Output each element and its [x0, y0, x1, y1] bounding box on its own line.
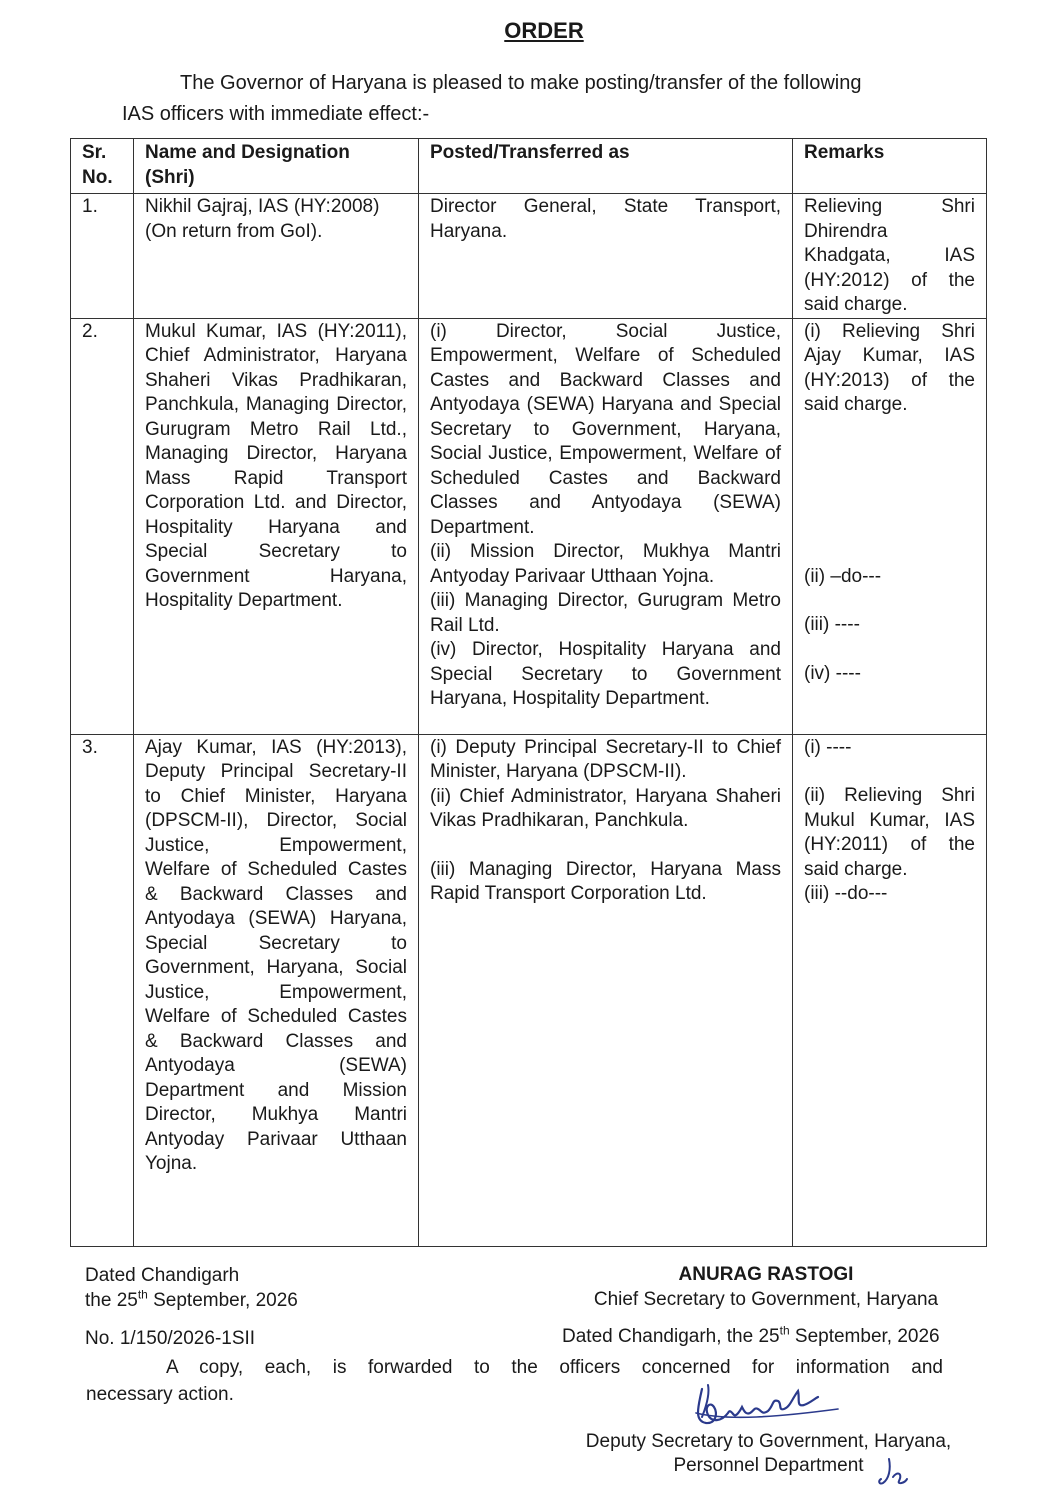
table-row [71, 318, 987, 734]
remark-item: (i) Relieving Shri Ajay Kumar, IAS (HY:2013) of the said charge. [804, 320, 975, 415]
reference-date [562, 1324, 940, 1349]
copy-line-2: necessary action. [86, 1384, 234, 1405]
signer-designation: Chief Secretary to Government, Haryana [593, 1289, 939, 1310]
row-name-designation [134, 318, 419, 734]
intro-line-2: IAS officers with immediate effect:- [122, 103, 430, 125]
header-name-line-1: Name and Designation [145, 142, 350, 163]
row-posted-as [419, 194, 793, 319]
header-name-designation [134, 139, 419, 194]
header-sr-line-2: No. [82, 166, 113, 188]
row-sr-no: 2. [71, 318, 134, 734]
date-prefix: the 25 [85, 1290, 138, 1311]
ref-date-prefix: Dated Chandigarh, the 25 [562, 1326, 780, 1347]
deputy-line-2: Personnel Department [673, 1455, 864, 1476]
row-posted-as [419, 318, 793, 734]
row-name-designation [134, 194, 419, 319]
ref-date-suffix: September, 2026 [789, 1326, 940, 1347]
row-posted-as [419, 734, 793, 1246]
name-line: (On return from GoI). [145, 220, 323, 242]
header-sr-no [71, 139, 134, 194]
remark-item: (iii) --do--- [804, 883, 888, 904]
remark-item: (iii) ---- [804, 614, 860, 635]
intro-line-1: The Governor of Haryana is pleased to make posting/transfer of the following [180, 72, 862, 94]
dated-place: Dated Chandigarh [85, 1265, 240, 1286]
name-text: Ajay Kumar, IAS (HY:2013), Deputy Principal Secretary-II to Chief Minister, Haryana (DPSCM-II), Director, Social Justice, Empowerment, Welfare of Scheduled Castes & Backward Classes and Antyodaya (SEWA) Haryana, Special Secretary to Government, Haryana, Social Justice, Empowerment, Welfare of Scheduled Castes & Backward Classes and Antyodaya (SEWA) Department and Mission Director, Mukhya Mantri Antyoday Parivaar Utthaan Yojna. [145, 736, 407, 1174]
signer-block [560, 1262, 972, 1312]
intro-paragraph [122, 68, 942, 130]
table-row [71, 734, 987, 1246]
header-sr-line-1: Sr. [82, 142, 107, 163]
row-remarks [793, 194, 987, 319]
signer-name: ANURAG RASTOGI [678, 1264, 854, 1285]
row-name-designation [134, 734, 419, 1246]
row-sr-no: 3. [71, 734, 134, 1246]
posting-table [70, 138, 987, 1247]
header-name-line-2: (Shri) [145, 166, 195, 188]
ref-date-sup: th [779, 1323, 790, 1338]
header-remarks: Remarks [793, 139, 987, 194]
remark-item: (ii) Relieving Shri Mukul Kumar, IAS (HY:2011) of the said charge. [804, 785, 975, 880]
posted-item: (iii) Managing Director, Haryana Mass Rapid Transport Corporation Ltd. [430, 858, 781, 904]
row-remarks [793, 734, 987, 1246]
remark-item: Relieving Shri Dhirendra Khadgata, IAS (HY:2012) of the said charge. [804, 196, 975, 315]
date-sup: th [137, 1287, 148, 1302]
posted-item: (ii) Chief Administrator, Haryana Shaheri Vikas Pradhikaran, Panchkula. [430, 785, 781, 831]
row-sr-no: 1. [71, 194, 134, 319]
copy-line-1: A copy, each, is forwarded to the officers concerned for information and [166, 1357, 943, 1378]
dated-date [85, 1288, 298, 1313]
remark-item: (ii) –do--- [804, 565, 882, 587]
posted-item: (iii) Managing Director, Gurugram Metro Rail Ltd. [430, 590, 781, 636]
posted-item: (i) Deputy Principal Secretary-II to Chief Minister, Haryana (DPSCM-II). [430, 736, 781, 782]
initial-mark-icon [875, 1455, 911, 1489]
posted-item: (ii) Mission Director, Mukhya Mantri Antyoday Parivaar Utthaan Yojna. [430, 541, 781, 587]
name-line: Nikhil Gajraj, IAS (HY:2008) [145, 196, 380, 217]
name-text: Mukul Kumar, IAS (HY:2011), Chief Administrator, Haryana Shaheri Vikas Pradhikaran, Panchkula, Managing Director, Gurugram Metro Rail Ltd., Managing Director, Haryana Mass Rapid Transport Corporation Ltd. and Director, Hospitality Haryana and Special Secretary to Government Haryana, Hospitality Department. [145, 320, 407, 611]
posted-item: (i) Director, Social Justice, Empowerment, Welfare of Scheduled Castes and Backward Classes and Antyodaya (SEWA) Haryana and Special Secretary to Government, Haryana, Social Justice, Empowerment, Welfare of Scheduled Castes and Backward Classes and Antyodaya (SEWA) Department. [430, 320, 781, 538]
row-remarks [793, 318, 987, 734]
signature-icon [688, 1377, 848, 1437]
table-header-row [71, 139, 987, 194]
header-posted-transferred: Posted/Transferred as [419, 139, 793, 194]
remark-item: (iv) ---- [804, 662, 861, 684]
posted-item: (iv) Director, Hospitality Haryana and Special Secretary to Government Haryana, Hospitality Department. [430, 639, 781, 709]
posted-item: Director General, State Transport, Haryana. [430, 196, 781, 242]
table-row [71, 194, 987, 319]
deputy-line-1: Deputy Secretary to Government, Haryana, [585, 1431, 952, 1452]
reference-number: No. 1/150/2026-1SII [85, 1328, 256, 1349]
remark-item: (i) ---- [804, 736, 852, 758]
dated-block [85, 1263, 298, 1313]
order-title: ORDER [504, 18, 584, 43]
date-suffix: September, 2026 [147, 1290, 298, 1311]
